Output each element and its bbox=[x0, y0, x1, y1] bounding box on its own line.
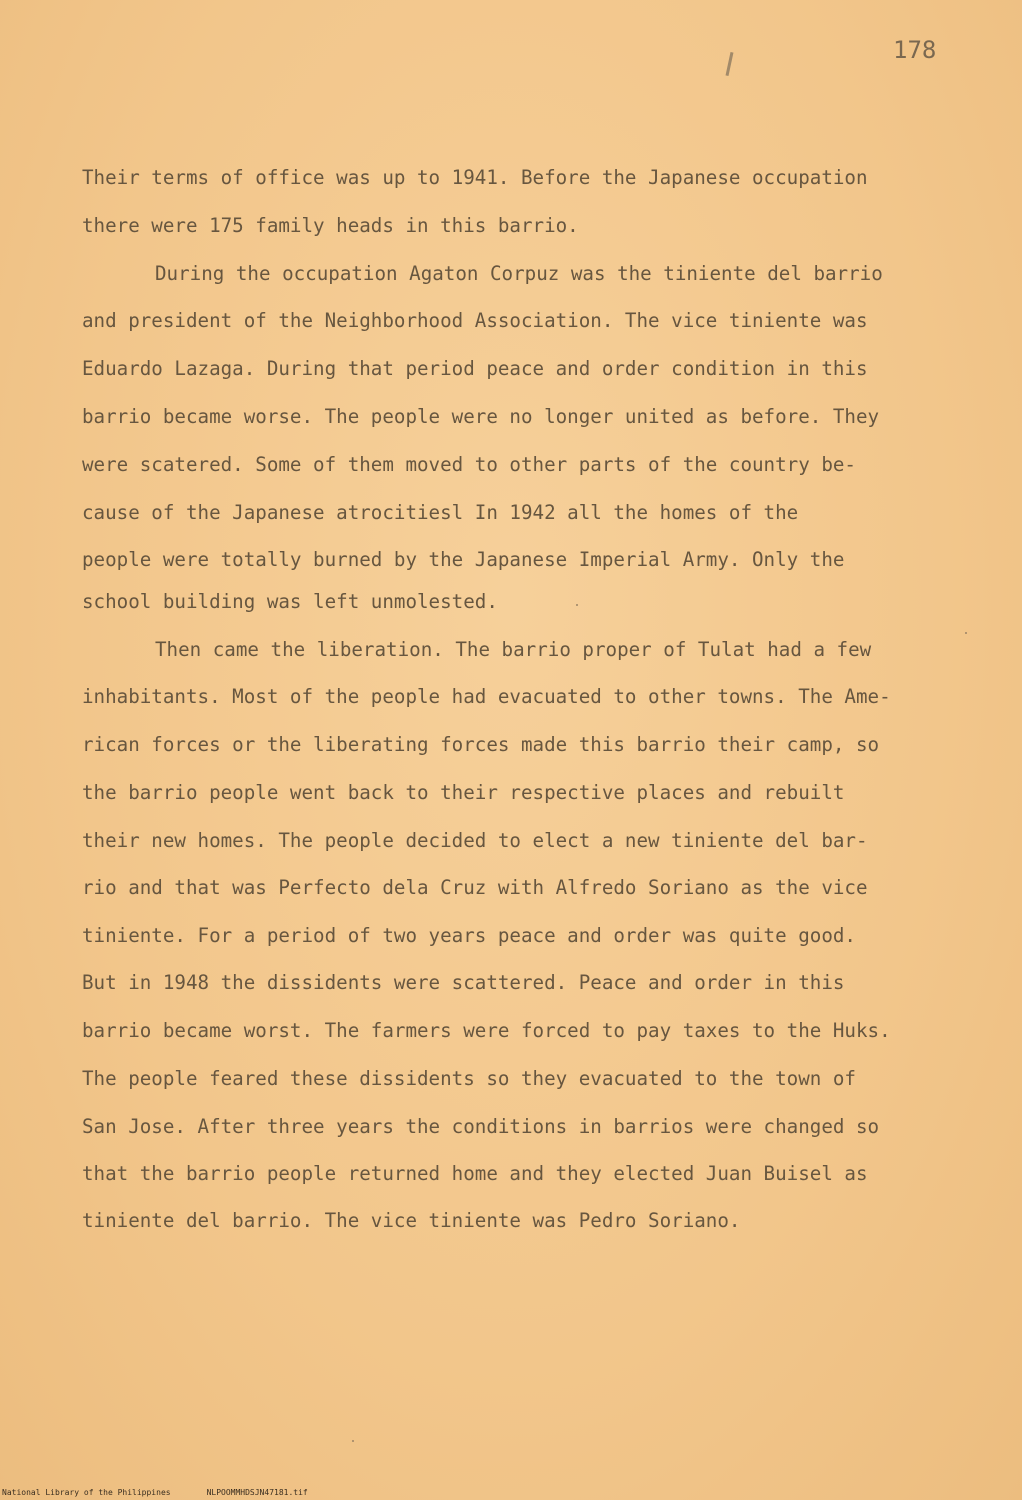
text-line: But in 1948 the dissidents were scattered. Peace and order in this bbox=[82, 971, 845, 994]
text-line: Eduardo Lazaga. During that period peace and order condition in this bbox=[82, 357, 868, 380]
text-line: tiniente del barrio. The vice tiniente was Pedro Soriano. bbox=[82, 1209, 741, 1232]
text-line: barrio became worst. The farmers were forced to pay taxes to the Huks. bbox=[82, 1019, 891, 1042]
paper-speck bbox=[352, 1440, 354, 1442]
text-line: barrio became worse. The people were no longer united as before. They bbox=[82, 405, 880, 428]
text-line: and president of the Neighborhood Association. The vice tiniente was bbox=[82, 309, 868, 332]
text-line: cause of the Japanese atrocitiesl In 1942 all the homes of the bbox=[82, 501, 799, 524]
text-line: San Jose. After three years the conditions in barrios were changed so bbox=[82, 1115, 880, 1138]
text-line: The people feared these dissidents so they evacuated to the town of bbox=[82, 1067, 856, 1090]
text-line: the barrio people went back to their respective places and rebuilt bbox=[82, 781, 845, 804]
text-line: that the barrio people returned home and they elected Juan Buisel as bbox=[82, 1162, 868, 1185]
paper-speck bbox=[965, 632, 967, 634]
footer-filename: NLPOOMMHDSJN47181.tif bbox=[206, 1488, 308, 1497]
text-line: Their terms of office was up to 1941. Before the Japanese occupation bbox=[82, 166, 868, 189]
text-line: tiniente. For a period of two years peace and order was quite good. bbox=[82, 924, 856, 947]
text-line: Then came the liberation. The barrio proper of Tulat had a few bbox=[155, 638, 872, 661]
text-line: rican forces or the liberating forces made this barrio their camp, so bbox=[82, 733, 880, 756]
pencil-mark bbox=[726, 52, 734, 76]
text-line: inhabitants. Most of the people had evacuated to other towns. The Ame- bbox=[82, 685, 891, 708]
text-line: school building was left unmolested. bbox=[82, 590, 498, 613]
paper-speck bbox=[576, 604, 578, 606]
text-line: their new homes. The people decided to elect a new tiniente del bar- bbox=[82, 829, 868, 852]
text-line: were scatered. Some of them moved to other parts of the country be- bbox=[82, 453, 856, 476]
text-line: During the occupation Agaton Corpuz was the tiniente del barrio bbox=[155, 262, 883, 285]
text-line: there were 175 family heads in this barrio. bbox=[82, 214, 579, 237]
page-number: 178 bbox=[893, 36, 937, 64]
footer-library: National Library of the Philippines bbox=[2, 1488, 171, 1497]
text-line: people were totally burned by the Japanese Imperial Army. Only the bbox=[82, 548, 845, 571]
scan-footer bbox=[2, 1488, 308, 1497]
text-line: rio and that was Perfecto dela Cruz with Alfredo Soriano as the vice bbox=[82, 876, 868, 899]
